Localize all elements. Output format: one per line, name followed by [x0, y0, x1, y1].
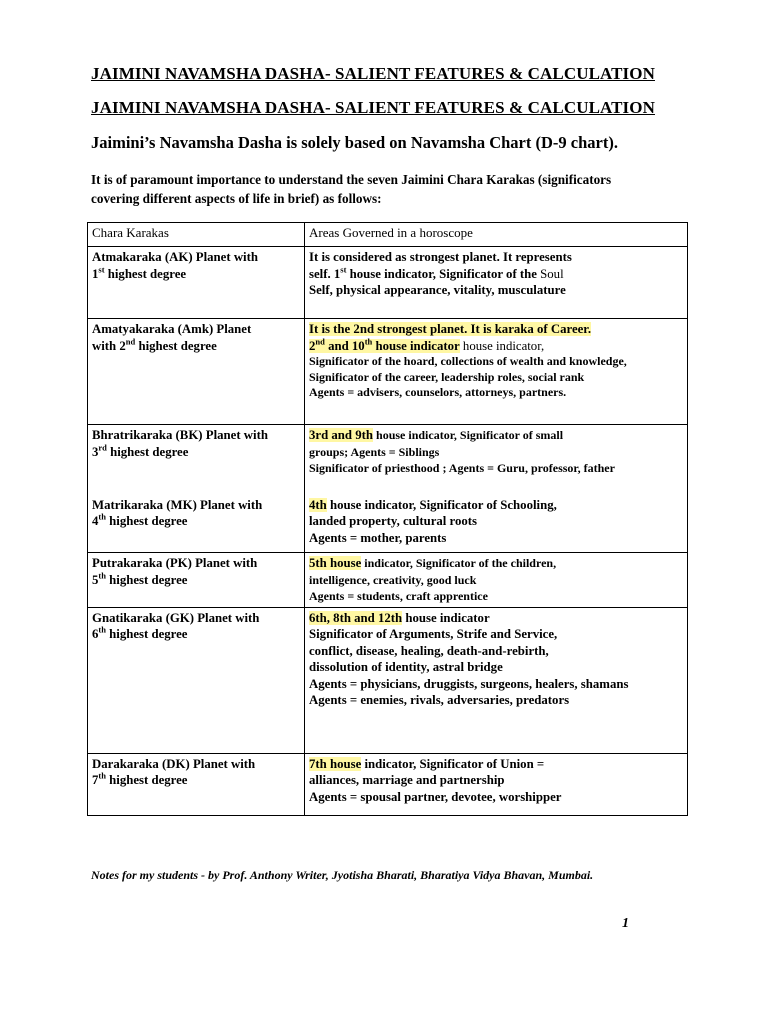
areas-cell: It is the 2nd strongest planet. It is karaka of Career. 2nd and 10th house indicator house indicator, Significator of the hoard, collections of wealth and knowledge, Significator of the career, leadership roles, social rank Agents = advisers, counselors, attorneys, partners. — [305, 319, 688, 425]
footer-note: Notes for my students - by Prof. Anthony Writer, Jyotisha Bharati, Bharatiya Vidya Bhavan, Mumbai. — [91, 868, 594, 882]
karaka-cell: Bhratrikaraka (BK) Planet with 3rd highest degree — [88, 425, 305, 495]
document-title: JAIMINI NAVAMSHA DASHA- SALIENT FEATURES & CALCULATION — [91, 64, 655, 83]
areas-cell: It is considered as strongest planet. It represents self. 1st house indicator, Significator of the Soul Self, physical appearance, vitality, musculature — [305, 247, 688, 319]
table-row — [88, 495, 688, 553]
table-row — [88, 607, 688, 753]
karaka-cell: Matrikaraka (MK) Planet with 4th highest degree — [88, 495, 305, 553]
table-row — [88, 319, 688, 425]
table-row — [88, 247, 688, 319]
areas-cell: 6th, 8th and 12th house indicator Significator of Arguments, Strife and Service, conflict, disease, healing, death-and-rebirth, dissolution of identity, astral bridge Agents = physicians, druggists, surgeons, healers, shamans Agents = enemies, rivals, adversaries, predators — [305, 607, 688, 753]
document-title-repeat: JAIMINI NAVAMSHA DASHA- SALIENT FEATURES & CALCULATION — [91, 98, 655, 117]
karaka-cell: Atmakaraka (AK) Planet with 1st highest degree — [88, 247, 305, 319]
karaka-cell: Gnatikaraka (GK) Planet with 6th highest degree — [88, 607, 305, 753]
karaka-cell: Putrakaraka (PK) Planet with 5th highest degree — [88, 553, 305, 608]
table-row — [88, 425, 688, 495]
areas-cell: 5th house indicator, Significator of the children, intelligence, creativity, good luck Agents = students, craft apprentice — [305, 553, 688, 608]
subtitle: Jaimini’s Navamsha Dasha is solely based on Navamsha Chart (D-9 chart). — [91, 133, 618, 152]
table-row — [88, 553, 688, 608]
column-header-karakas: Chara Karakas — [88, 223, 305, 247]
karaka-cell: Darakaraka (DK) Planet with 7th highest degree — [88, 753, 305, 815]
karaka-cell: Amatyakaraka (Amk) Planet with 2nd highest degree — [88, 319, 305, 425]
areas-cell: 4th house indicator, Significator of Schooling, landed property, cultural roots Agents = mother, parents — [305, 495, 688, 553]
areas-cell: 3rd and 9th house indicator, Significator of small groups; Agents = Siblings Significator of priesthood ; Agents = Guru, professor, father — [305, 425, 688, 495]
column-header-areas: Areas Governed in a horoscope — [305, 223, 688, 247]
table-row — [88, 753, 688, 815]
page-number: 1 — [622, 916, 629, 931]
chara-karaka-table — [87, 222, 688, 816]
areas-cell: 7th house indicator, Significator of Union = alliances, marriage and partnership Agents = spousal partner, devotee, worshipper — [305, 753, 688, 815]
intro-paragraph: It is of paramount importance to understand the seven Jaimini Chara Karakas (significators covering different aspects of life in brief) as follows: — [91, 172, 612, 206]
table-header-row — [88, 223, 688, 247]
